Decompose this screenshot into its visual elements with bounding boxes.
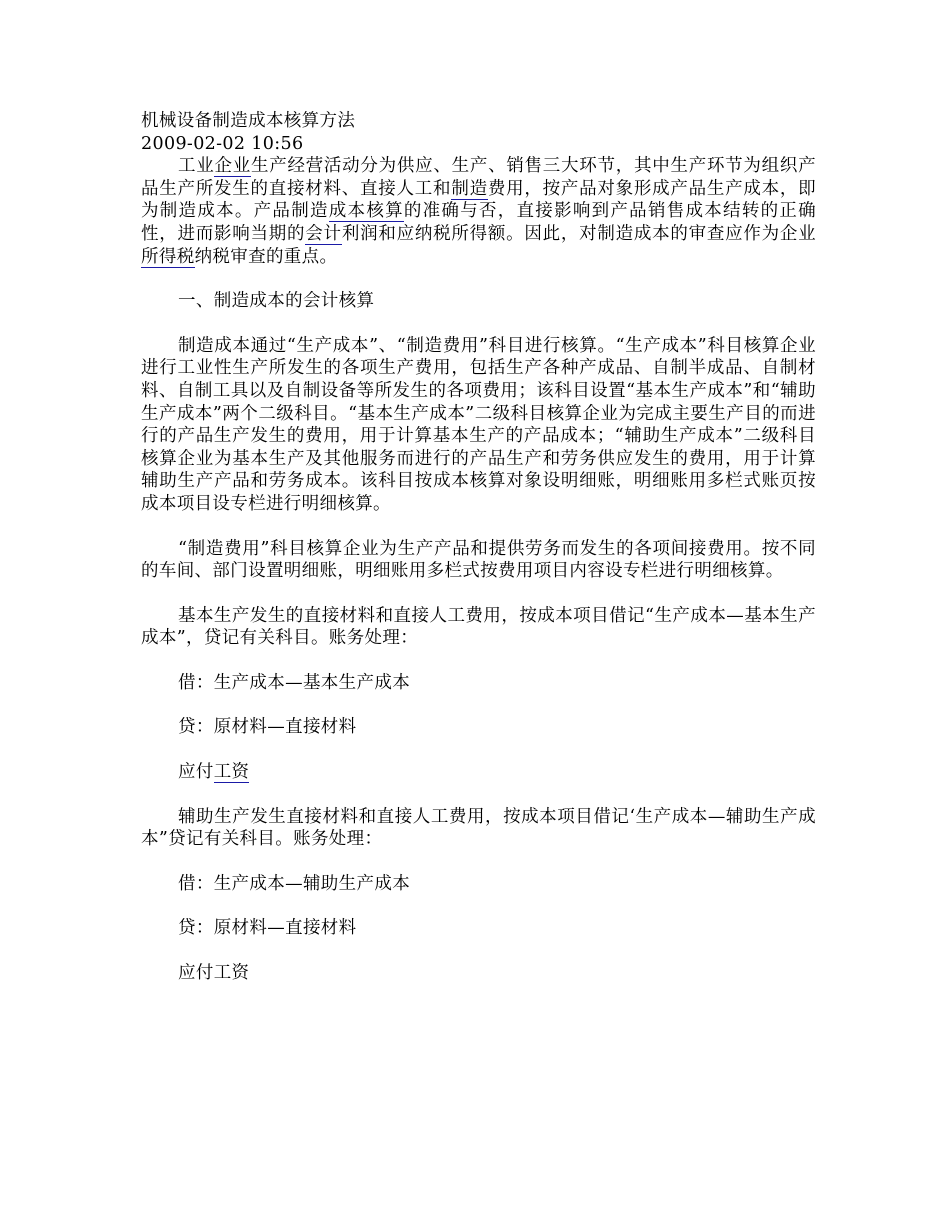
spacer bbox=[141, 516, 816, 538]
entry1-payable bbox=[141, 761, 816, 784]
entry1-debit: 借：生产成本—基本生产成本 bbox=[178, 672, 411, 693]
keyword-link-enterprise[interactable]: 企业 bbox=[214, 156, 251, 177]
intro-text-3: 费用，按产品对象形成产品生产成本，即为制造成本。产品制造 bbox=[141, 178, 816, 222]
keyword-link-wages[interactable]: 工资 bbox=[213, 762, 250, 783]
spacer bbox=[141, 313, 816, 335]
payable-prefix: 应付 bbox=[178, 762, 214, 783]
intro-text-1: 工业 bbox=[178, 156, 215, 177]
paragraph-basic-production: 基本生产发生的直接材料和直接人工费用，按成本项目借记“生产成本—基本生产成本”，贷记有关科目。账务处理： bbox=[141, 605, 816, 649]
keyword-link-manufacturing[interactable]: 制造 bbox=[451, 178, 488, 199]
section-heading: 一、制造成本的会计核算 bbox=[178, 291, 375, 312]
keyword-link-income-tax[interactable]: 所得税 bbox=[141, 246, 195, 267]
intro-text-4: 的准确与否，直接影响到产品销售成本结转的正确性，进而影响当期的 bbox=[141, 201, 817, 244]
spacer bbox=[141, 784, 816, 806]
spacer bbox=[141, 940, 816, 962]
document-page bbox=[141, 110, 816, 985]
paragraph-overhead: “制造费用”科目核算企业为生产产品和提供劳务而发生的各项间接费用。按不同的车间、部门设置明细账，明细账用多栏式按费用项目内容设专栏进行明细核算。 bbox=[141, 538, 816, 582]
paragraph-auxiliary-production: 辅助生产发生直接材料和直接人工费用，按成本项目借记‘生产成本—辅助生产成本”贷记有关科目。账务处理： bbox=[141, 806, 816, 850]
spacer bbox=[141, 268, 816, 290]
spacer bbox=[141, 895, 816, 917]
keyword-link-cost-accounting[interactable]: 成本核算 bbox=[328, 201, 404, 222]
intro-paragraph bbox=[141, 155, 816, 268]
article-title: 机械设备制造成本核算方法 bbox=[141, 111, 356, 131]
intro-text-2: 生产经营活动分为供应、生产、销售三大环节，其中生产环节为组织产品生产所发生的直接材料、直接人工和 bbox=[141, 156, 816, 199]
intro-text-6: 纳税审查的重点。 bbox=[194, 246, 338, 267]
spacer bbox=[141, 583, 816, 605]
spacer bbox=[141, 851, 816, 873]
entry2-debit: 借：生产成本—辅助生产成本 bbox=[178, 873, 411, 894]
spacer bbox=[141, 694, 816, 716]
spacer bbox=[141, 739, 816, 761]
entry1-credit: 贷：原材料—直接材料 bbox=[178, 717, 357, 738]
keyword-link-accounting[interactable]: 会计 bbox=[305, 223, 342, 244]
entry2-payable: 应付工资 bbox=[178, 963, 250, 984]
intro-text-5: 利润和应纳税所得额。因此，对制造成本的审查应作为企业 bbox=[341, 223, 817, 244]
entry2-credit: 贷：原材料—直接材料 bbox=[178, 918, 357, 939]
article-date: 2009-02-02 10:56 bbox=[141, 133, 304, 154]
spacer bbox=[141, 650, 816, 672]
paragraph-production-cost: 制造成本通过“生产成本”、“制造费用”科目进行核算。“生产成本”科目核算企业进行工业性生产所发生的各项生产费用，包括生产各种产成品、自制半成品、自制材料、自制工具以及自制设备等所发生的各项费用；该科目设置“基本生产成本”和“辅助生产成本”两个二级科目。“基本生产成本”二级科目核算企业为完成主要生产目的而进行的产品生产发生的费用，用于计算基本生产的产品成本；“辅助生产成本”二级科目核算企业为基本生产及其他服务而进行的产品生产和劳务供应发生的费用，用于计算辅助生产产品和劳务成本。该科目按成本核算对象设明细账，明细账用多栏式账页按成本项目设专栏进行明细核算。 bbox=[141, 335, 816, 514]
